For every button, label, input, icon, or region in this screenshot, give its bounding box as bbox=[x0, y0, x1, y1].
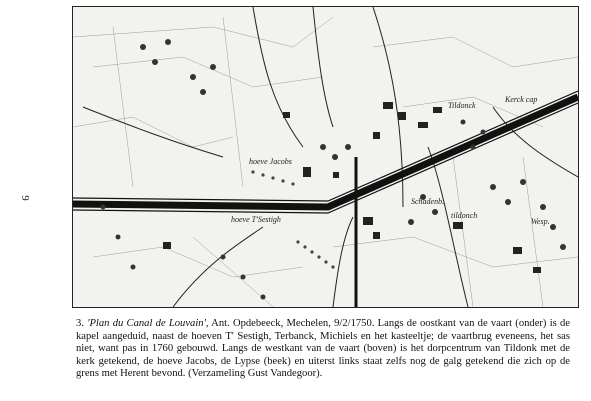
figure-caption bbox=[76, 318, 570, 381]
map-label-hoeve-jacobs: hoeve Jacobs bbox=[249, 157, 292, 166]
caption-number: 3. bbox=[76, 318, 84, 329]
map-drawing bbox=[73, 7, 578, 307]
historic-map-image bbox=[72, 6, 579, 308]
caption-text: , Ant. Opdebeeck, Mechelen, 9/2/1750. Langs de oostkant van de vaart (onder) is de kapel aangeduid, naast de hoeven T' Sestigh, Terbanck, Michiels en het kasteeltje; de vaartbrug eveneens, het sas niet, want pas in 1760 gebouwd. Langs de westkant van de vaart (boven) is het dorpcentrum van Tildonk met de kerk getekend, de hoeve Jacobs, de Lypse (beek) en uiterst links staat zelfs nog de galg getekend die zich op de grens met Herent bevond. (Verzameling Gust Vandegoor). bbox=[76, 318, 570, 380]
map-label-hoeve-sestigh: hoeve T'Sestigh bbox=[231, 215, 281, 224]
map-label-schadenb: Schadenb. bbox=[411, 197, 445, 206]
caption-title: 'Plan du Canal de Louvain' bbox=[87, 318, 206, 329]
map-label-kerk: Kerck cap bbox=[505, 95, 538, 104]
page-number: 9 bbox=[18, 195, 31, 201]
map-label-tildonck: Tildonck bbox=[448, 101, 476, 110]
map-label-wespe: Wesp. bbox=[531, 217, 550, 226]
map-label-tildonch: tildonch bbox=[451, 211, 478, 220]
